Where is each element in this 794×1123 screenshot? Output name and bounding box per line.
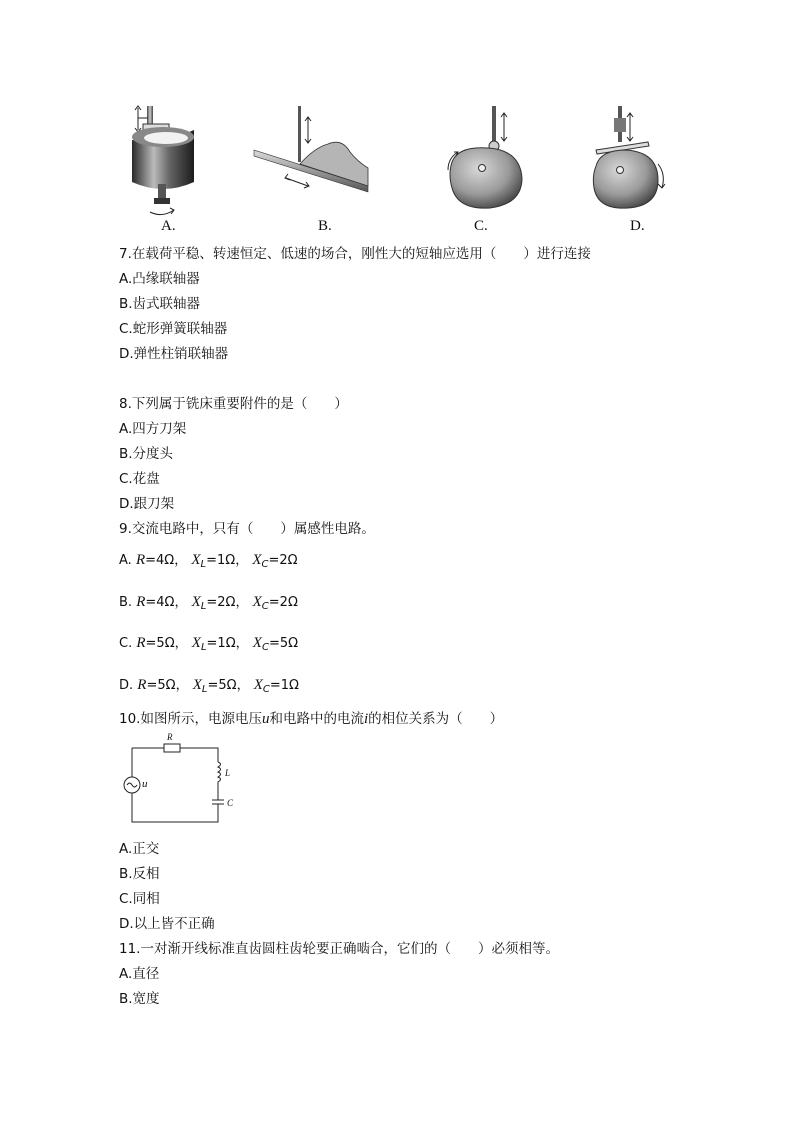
figure-label-a: A. [161, 218, 176, 234]
figure-label-d: D. [630, 218, 645, 234]
circuit-label-c: C [227, 798, 234, 808]
question-11-option-b: B.宽度 [119, 991, 160, 1007]
inductive-reactance-symbol: X [191, 552, 201, 568]
question-7-option-b: B.齿式联轴器 [119, 296, 201, 312]
inductive-reactance-value: =1Ω， [206, 553, 249, 568]
voltage-symbol: u [261, 711, 270, 727]
option-letter: A. [119, 553, 132, 568]
question-9-option-b: B. R=4Ω， $X_L=2\Omega$， $X_C=2\Omega$ [119, 594, 298, 612]
question-11-option-a: A.直径 [119, 966, 160, 982]
translating-cam-b [254, 106, 368, 192]
figure-label-c: C. [474, 218, 488, 234]
question-8-option-a: A.四方刀架 [119, 421, 187, 437]
disc-cam-c [448, 106, 522, 208]
question-9-option-a: A. R=4Ω， $X_L=1\Omega$， $X_C=2\Omega$ [119, 552, 298, 570]
question-8-option-c: C.花盘 [119, 471, 160, 487]
question-11-stem: 11.一对渐开线标准直齿圆柱齿轮要正确啮合，它们的（ ）必须相等。 [119, 941, 559, 957]
question-10-option-c: C.同相 [119, 891, 160, 907]
resistor-symbol [164, 744, 180, 752]
resistance-symbol: R [135, 552, 146, 568]
current-symbol: i [363, 711, 369, 727]
circuit-label-u: u [142, 778, 148, 790]
capacitive-reactance-value: =2Ω [268, 553, 298, 568]
question-8-stem: 8.下列属于铣床重要附件的是（ ） [119, 396, 348, 412]
option-letter: D. [119, 678, 134, 693]
question-10-stem: 10.如图所示，电源电压u和电路中的电流i的相位关系为（ ） [119, 711, 504, 727]
question-10-option-b: B.反相 [119, 866, 160, 882]
cam-mechanisms-drawing [118, 100, 678, 240]
disc-cam-d [593, 106, 665, 208]
question-9-option-d: D. R=5Ω， $X_L=5\Omega$， $X_C=1\Omega$ [119, 677, 299, 695]
question-10-option-a: A.正交 [119, 841, 160, 857]
question-9-stem: 9.交流电路中，只有（ ）属感性电路。 [119, 521, 375, 537]
circuit-label-l: L [225, 768, 231, 778]
cylindrical-cam-a [132, 106, 194, 215]
capacitor-symbol [212, 800, 224, 804]
figure-label-b: B. [318, 218, 332, 234]
cam-mechanism-figure [118, 100, 678, 240]
option-letter: B. [119, 595, 133, 610]
question-7-stem: 7.在载荷平稳、转速恒定、低速的场合，刚性大的短轴应选用（ ）进行连接 [119, 246, 591, 262]
rlc-circuit-diagram [118, 732, 248, 828]
resistance-value: =4Ω， [145, 553, 188, 568]
question-7-option-c: C.蛇形弹簧联轴器 [119, 321, 228, 337]
capacitive-reactance-symbol: X [252, 552, 262, 568]
circuit-label-r: R [167, 732, 173, 742]
question-10-option-d: D.以上皆不正确 [119, 916, 215, 932]
question-7-option-a: A.凸缘联轴器 [119, 271, 200, 287]
option-letter: C. [119, 636, 133, 651]
question-8-option-d: D.跟刀架 [119, 496, 175, 512]
question-9-option-c: C. R=5Ω， $X_L=1\Omega$， $X_C=5\Omega$ [119, 635, 299, 653]
question-8-option-b: B.分度头 [119, 446, 174, 462]
inductor-symbol [218, 762, 221, 794]
question-7-option-d: D.弹性柱销联轴器 [119, 346, 229, 362]
